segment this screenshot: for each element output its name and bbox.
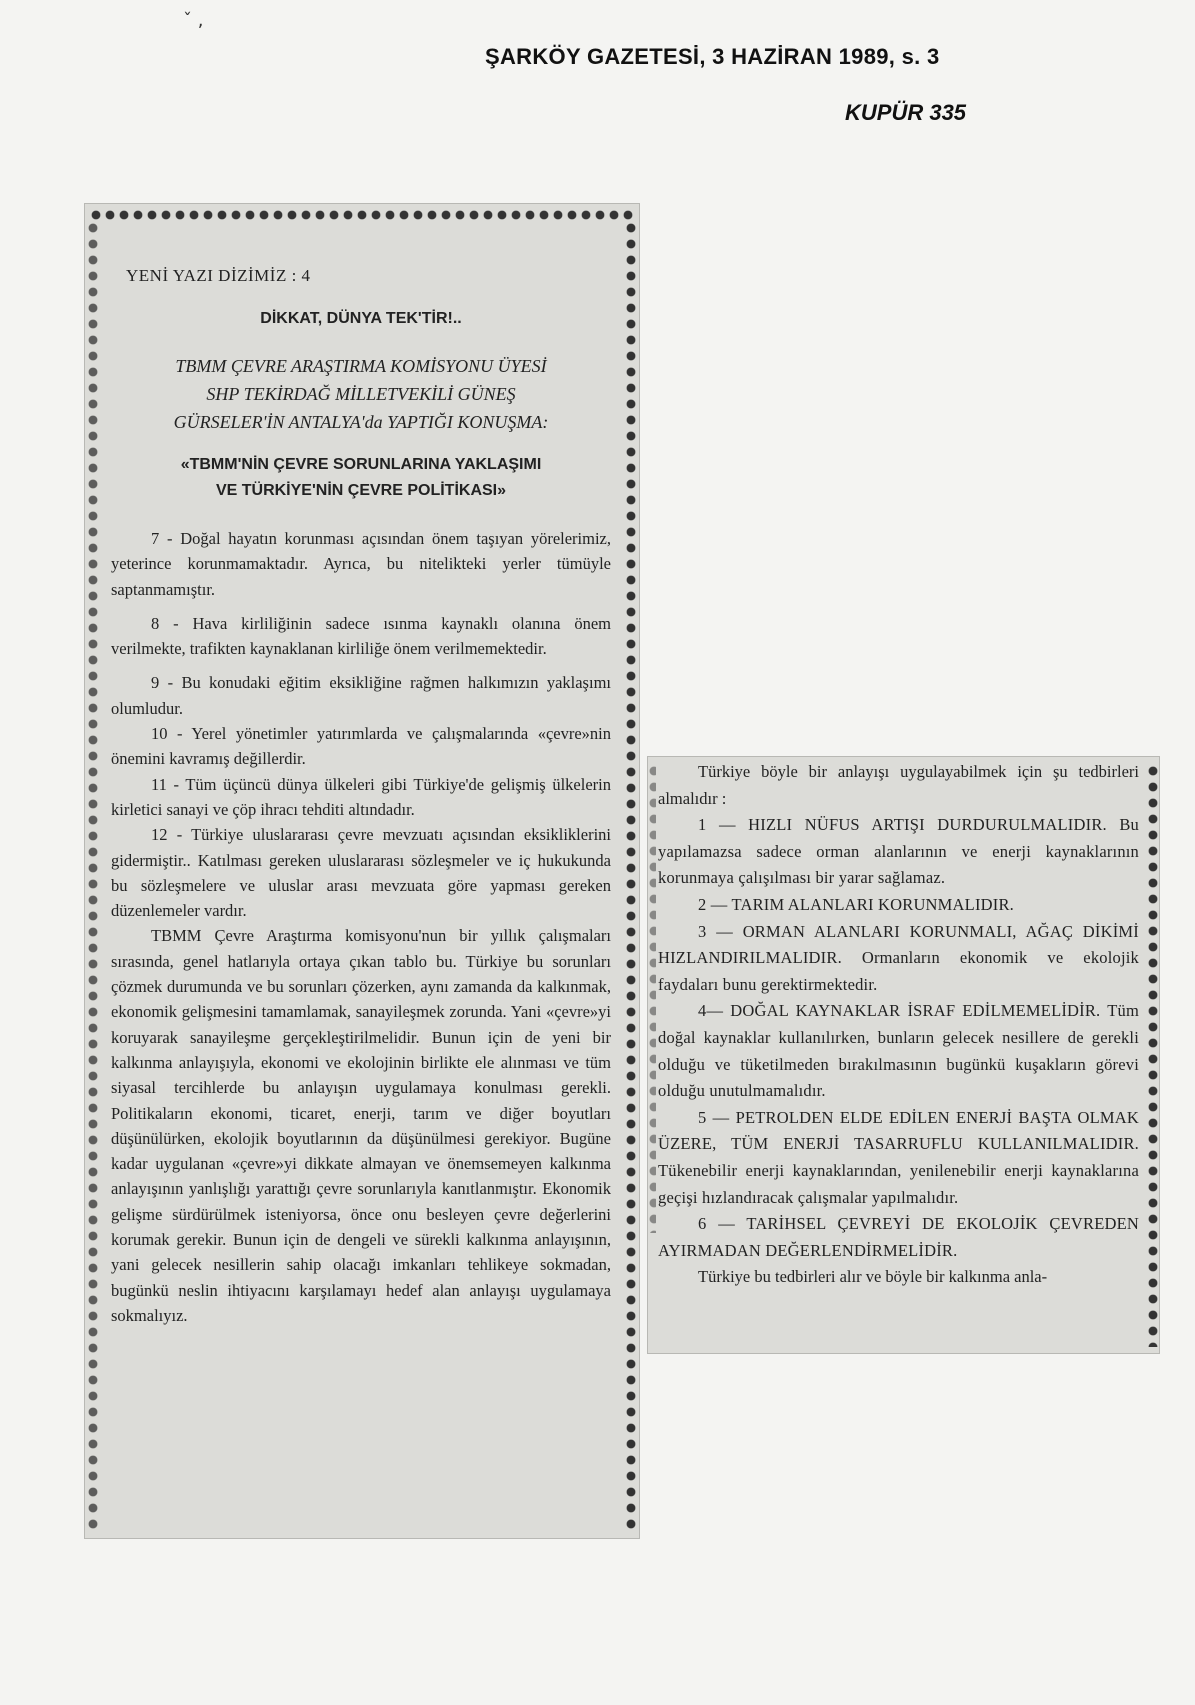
subtitle: [111, 352, 611, 436]
dotted-border-right: [1147, 763, 1159, 1347]
measures-intro: Türkiye böyle bir anlayışı uygulayabilmek için şu tedbirleri almalıdır :: [658, 762, 1139, 808]
paragraph-item-9: 9 - Bu konudaki eğitim eksikliğine rağmen halkımızın yaklaşımı olumludur.: [111, 673, 611, 718]
stray-mark: ˇ ,: [183, 10, 204, 31]
dotted-border-left: [648, 763, 656, 1233]
subtitle-line: SHP TEKİRDAĞ MİLLETVEKİLİ GÜNEŞ: [206, 384, 516, 404]
speech-title: [111, 452, 611, 504]
headline: DİKKAT, DÜNYA TEK'TİR!..: [260, 310, 462, 327]
subtitle-line: TBMM ÇEVRE ARAŞTIRMA KOMİSYONU ÜYESİ: [175, 356, 547, 376]
dotted-border-left: [87, 220, 99, 1530]
dotted-border-right: [625, 220, 637, 1530]
measure-6: 6 — TARİHSEL ÇEVREYİ DE EKOLOJİK ÇEVREDEN AYIRMADAN DEĞERLENDİRMELİDİR.: [658, 1214, 1139, 1260]
measure-2: 2 — TARIM ALANLARI KORUNMALIDIR.: [698, 894, 1014, 914]
paragraph-summary: TBMM Çevre Araştırma komisyonu'nun bir yıllık çalışmaları sırasında, genel hatlarıyla ortaya çıkan tablo bu. Türkiye bu sorunları çözmek durumunda ve bu sorunları çözerken, aynı zamanda da kalkınmak, ekonomik gelişmesini tamamlamak, sanayileşmek zorunda. Yani «çevre»yi koruyarak sanayileşme gerçekleştirilmelidir. Bunun için de yeni bir kalkınma anlayışıyla, ekonomi ve ekolojinin birlikte ele alınması ve tüm siyasal tercihlerde bu anlayışın uygulamaya konulması gerekli. Politikaların ekonomi, ticaret, enerji, tarım ve diğer boyutları düşünülürken, ekolojik boyutlarının da düşünülmesi gerekiyor. Bugüne kadar uygulanan «çevre»yi dikkate almayan ve önemsemeyen kalkınma anlayışının yanlışlığı yarattığı çevre sorunlarıyla kanıtlanmıştır. Ekonomik gelişme sürdürülmek isteniyorsa, önce onu besleyen çevre değerlerini korumak gerekir. Bunun için de dengeli ve sürekli kalkınma anlayışının, yani gelecek nesillerin sahip olacağı imkanları tehlikeye sokmadan, bugünkü neslin ihtiyacını karşılamayı hedef alan anlayışı uygulamaya sokmalıyız.: [111, 926, 611, 1325]
paragraph-item-10: 10 - Yerel yönetimler yatırımlarda ve çalışmalarında «çevre»nin önemini kavramış değillerdir.: [111, 724, 611, 769]
measure-5: 5 — PETROLDEN ELDE EDİLEN ENERJİ BAŞTA OLMAK ÜZERE, TÜM ENERJİ TASARRUFLU KULLANILMALIDIR. Tükenebilir enerji kaynaklarından, yenilenebilir enerji kaynaklarına geçişi hızlandıracak çalışmalar yapılmalıdır.: [658, 1107, 1139, 1207]
newspaper-citation: ŞARKÖY GAZETESİ, 3 HAZİRAN 1989, s. 3: [485, 44, 940, 69]
speech-title-line: VE TÜRKİYE'NİN ÇEVRE POLİTİKASI»: [215, 482, 507, 499]
measure-1: 1 — HIZLI NÜFUS ARTIŞI DURDURULMALIDIR. Bu yapılamazsa sadece orman alanlarının ve enerji kaynaklarının korunmaya çalışılması bir yarar sağlamaz.: [658, 815, 1139, 888]
dotted-border-top: [89, 208, 635, 222]
clipping-number: KUPÜR 335: [845, 100, 967, 125]
paragraph-item-12: 12 - Türkiye uluslararası çevre mevzuatı açısından eksikliklerini gidermiştir.. Katılması gereken uluslararası sözleşmeler ve iç hukukunda bu sözleşmelere ve uluslar arası mevzuata göre yapması gereken düzenlemeler vardır.: [111, 825, 611, 921]
paragraph-item-11: 11 - Tüm üçüncü dünya ülkeleri gibi Türkiye'de gelişmiş ülkelerin kirletici sanayi ve çöp ihracı tehditi altındadır.: [111, 774, 611, 819]
series-label: YENİ YAZI DİZİMİZ : 4: [126, 266, 311, 285]
clipping-right-column: [647, 756, 1160, 1354]
measure-4: 4— DOĞAL KAYNAKLAR İSRAF EDİLMEMELİDİR. Tüm doğal kaynaklar kullanılırken, bunların gelecek nesillere de gerekli olduğu ve tüketilmeden bırakılmasının bugünkü kuşakların görevi olduğu unutulmamalıdır.: [658, 1001, 1139, 1101]
measure-3: 3 — ORMAN ALANLARI KORUNMALI, AĞAÇ DİKİMİ HIZLANDIRILMALIDIR. Ormanların ekonomik ve ekolojik faydaları bunu gerektirmektedir.: [658, 921, 1139, 994]
speech-title-line: «TBMM'NİN ÇEVRE SORUNLARINA YAKLAŞIMI: [180, 456, 542, 473]
clipping-left-column: [84, 203, 640, 1539]
paragraph-item-8: 8 - Hava kirliliğinin sadece ısınma kaynaklı olanına önem verilmekte, trafikten kaynaklanan kirliliğe önem verilmemektedir.: [111, 613, 611, 659]
paragraph-item-7: 7 - Doğal hayatın korunması açısından önem taşıyan yörelerimiz, yeterince korunmamaktadır. Ayrıca, bu nitelikteki yerler tümüyle saptanmamıştır.: [111, 529, 611, 599]
subtitle-line: GÜRSELER'İN ANTALYA'da YAPTIĞI KONUŞMA:: [173, 412, 549, 432]
closing-line: Türkiye bu tedbirleri alır ve böyle bir kalkınma anla-: [698, 1267, 1048, 1287]
